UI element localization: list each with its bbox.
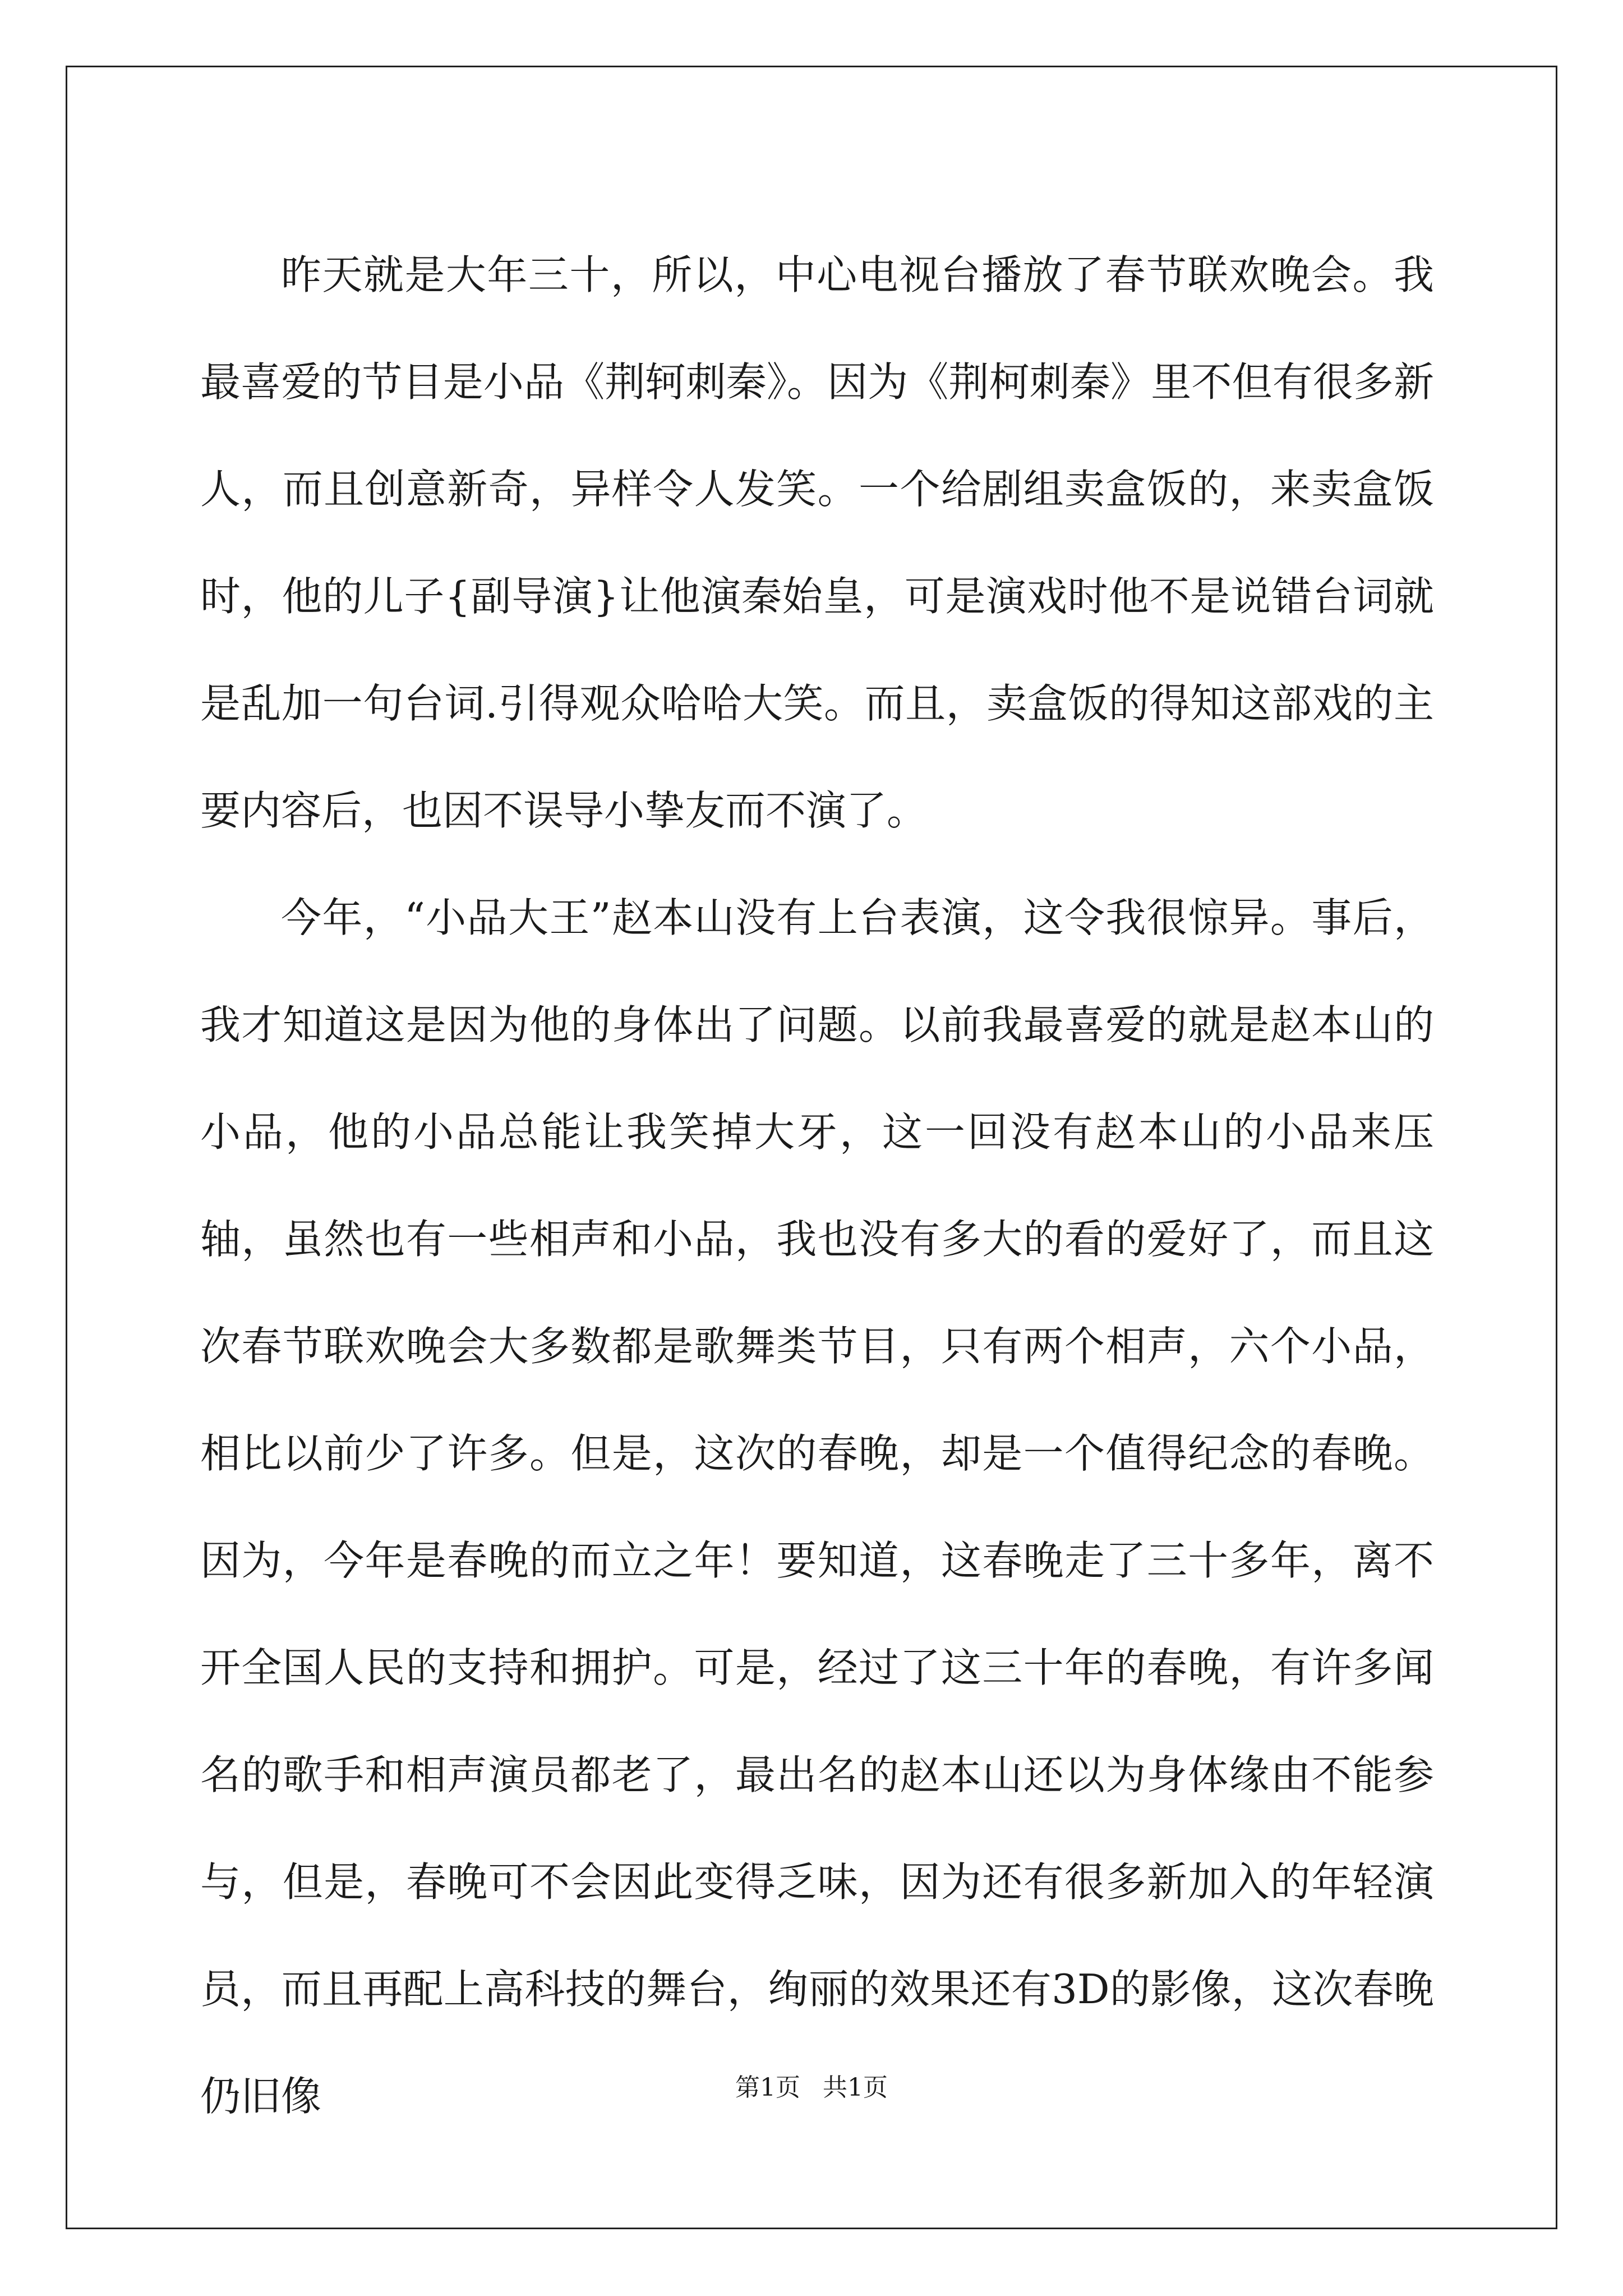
page-total: 共1页 <box>823 2073 888 2102</box>
paragraph-2: 今年，“小品大王”赵本山没有上台表演，这令我很惊异。事后，我才知道这是因为他的身体出了问题。以前我最喜爱的就是赵本山的小品，他的小品总能让我笑掉大牙，这一回没有赵本山的小品来压轴，虽然也有一些相声和小品，我也没有多大的看的爱好了，而且这次春节联欢晚会大多数都是歌舞类节目，只有两个相声，六个小品，相比以前少了许多。但是，这次的春晚，却是一个值得纪念的春晚。因为，今年是春晚的而立之年！要知道，这春晚走了三十多年，离不开全国人民的支持和拥护。可是，经过了这三十年的春晚，有许多闻名的歌手和相声演员都老了，最出名的赵本山还以为身体缘由不能参与，但是，春晚可不会因此变得乏味，因为还有很多新加入的年轻演员，而且再配上高科技的舞台，绚丽的效果还有3D的影像，这次春晚仍旧像 <box>200 894 1434 2120</box>
page-number: 第1页 <box>735 2073 800 2102</box>
paragraph-1: 昨天就是大年三十，所以，中心电视台播放了春节联欢晚会。我最喜爱的节目是小品《荆轲刺秦》。因为《荆柯刺秦》里不但有很多新人，而且创意新奇，异样令人发笑。一个给剧组卖盒饭的，来卖盒饭时，他的儿子{副导演}让他演秦始皇，可是演戏时他不是说错台词就是乱加一句台词.引得观众哈哈大笑。而且，卖盒饭的得知这部戏的主要内容后，也因不误导小挚友而不演了。 <box>200 251 1434 834</box>
document-body <box>200 222 1434 2150</box>
page-footer <box>0 2071 1623 2105</box>
